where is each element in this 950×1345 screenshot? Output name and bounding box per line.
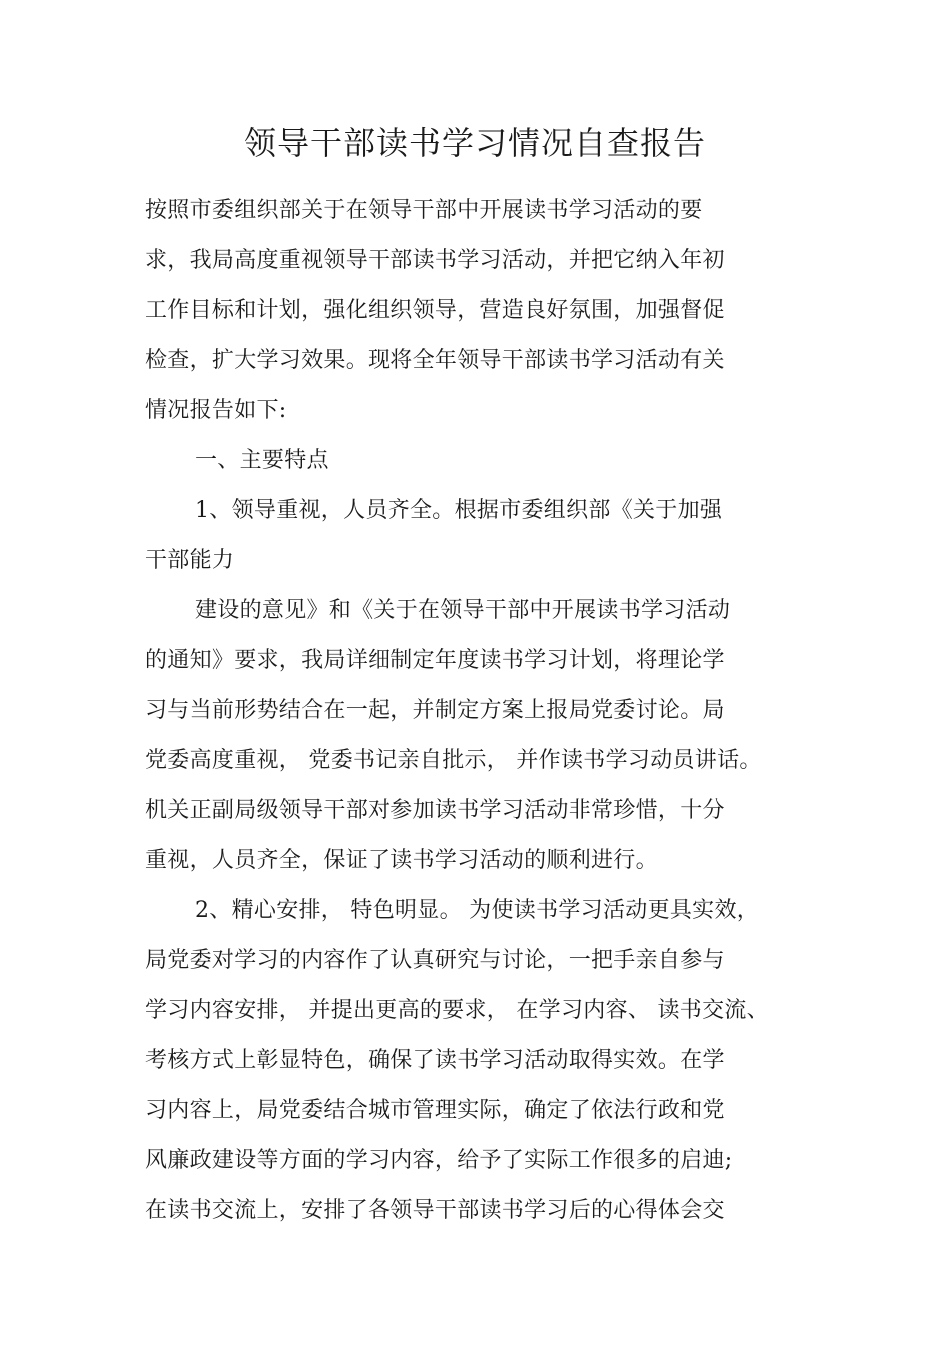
body-line: 求，我局高度重视领导干部读书学习活动，并把它纳入年初 [145,248,725,273]
body-line: 的通知》要求，我局详细制定年度读书学习计划，将理论学 [145,648,725,673]
body-line: 局党委对学习的内容作了认真研究与讨论，一把手亲自参与 [145,948,725,973]
body-line: 党委高度重视， 党委书记亲自批示， 并作读书学习动员讲话。 [145,748,762,773]
body-line: 1、领导重视，人员齐全。根据市委组织部《关于加强 [195,498,723,523]
body-line: 2、精心安排， 特色明显。 为使读书学习活动更具实效， [195,898,760,923]
body-line: 学习内容安排， 并提出更高的要求， 在学习内容、 读书交流、 [145,998,769,1023]
body-line: 风廉政建设等方面的学习内容，给予了实际工作很多的启迪; [145,1148,733,1173]
body-line: 习与当前形势结合在一起，并制定方案上报局党委讨论。局 [145,698,725,723]
body-line: 重视，人员齐全，保证了读书学习活动的顺利进行。 [145,848,658,873]
body-line: 情况报告如下: [145,398,287,423]
body-line: 按照市委组织部关于在领导干部中开展读书学习活动的要 [145,198,703,223]
body-line: 考核方式上彰显特色，确保了读书学习活动取得实效。在学 [145,1048,725,1073]
body-line: 习内容上，局党委结合城市管理实际，确定了依法行政和党 [145,1098,725,1123]
body-line: 检查，扩大学习效果。现将全年领导干部读书学习活动有关 [145,348,725,373]
section-heading: 一、主要特点 [195,448,329,473]
body-line: 干部能力 [145,548,235,573]
page-title: 领导干部读书学习情况自查报告 [243,124,706,162]
body-line: 在读书交流上，安排了各领导干部读书学习后的心得体会交 [145,1198,725,1223]
body-line: 机关正副局级领导干部对参加读书学习活动非常珍惜，十分 [145,798,725,823]
body-line: 工作目标和计划，强化组织领导，营造良好氛围，加强督促 [145,298,725,323]
body-line: 建设的意见》和《关于在领导干部中开展读书学习活动 [195,598,731,623]
